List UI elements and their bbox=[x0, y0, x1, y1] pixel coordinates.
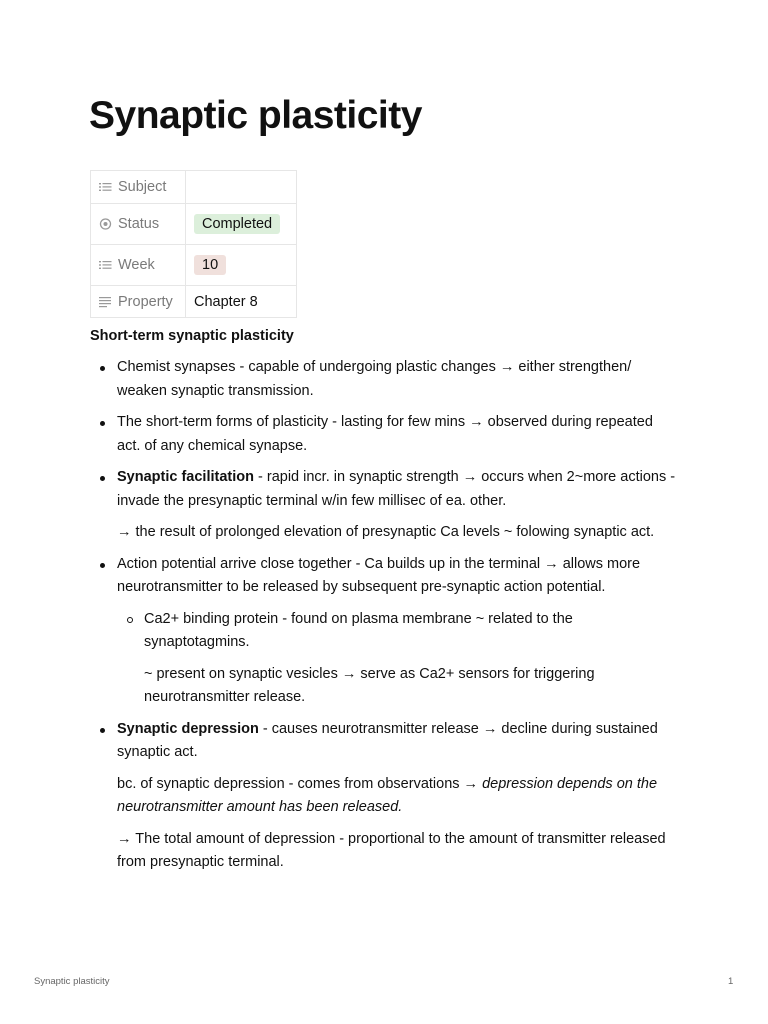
bullet-note: → The total amount of depression - proportional to the amount of transmitter released from presynaptic terminal. bbox=[117, 830, 666, 870]
status-badge: Completed bbox=[194, 214, 280, 234]
term-synaptic-facilitation: Synaptic facilitation bbox=[117, 469, 254, 485]
property-value[interactable] bbox=[186, 171, 297, 204]
property-value[interactable] bbox=[186, 204, 297, 245]
bullet-text bbox=[117, 466, 680, 513]
property-key bbox=[91, 245, 186, 286]
week-badge: 10 bbox=[194, 255, 226, 275]
bullet-note-italic: depression depends on the neurotransmitter amount has been released. bbox=[117, 775, 658, 815]
property-key bbox=[91, 204, 186, 245]
list-item bbox=[90, 356, 680, 403]
bullet-text-rest: - causes neurotransmitter release → decline during sustained synaptic act. bbox=[117, 720, 658, 760]
bullet-note: → the result of prolonged elevation of presynaptic Ca levels ~ folowing synaptic act. bbox=[117, 524, 655, 540]
sub-bullet-note: ~ present on synaptic vesicles → serve as Ca2+ sensors for triggering neurotransmitter release. bbox=[144, 665, 595, 705]
property-row-week bbox=[91, 245, 297, 286]
bullet-text: The short-term forms of plasticity - lasting for few mins → observed during repeated act. of any chemical synapse. bbox=[117, 414, 653, 454]
section-heading: Short-term synaptic plasticity bbox=[90, 328, 294, 344]
property-key-label: Week bbox=[118, 257, 155, 273]
list-item bbox=[90, 553, 680, 710]
list-icon bbox=[99, 180, 112, 193]
list-item bbox=[90, 718, 680, 875]
property-value[interactable]: Chapter 8 bbox=[186, 286, 297, 318]
footer-title: Synaptic plasticity bbox=[34, 976, 110, 987]
bullet-text: Chemist synapses - capable of undergoing plastic changes → either strengthen/ weaken synaptic transmission. bbox=[117, 359, 632, 399]
text-lines-icon bbox=[99, 295, 112, 308]
properties-table bbox=[90, 170, 297, 318]
property-row-property bbox=[91, 286, 297, 318]
property-row-status bbox=[91, 204, 297, 245]
page-content bbox=[90, 326, 680, 883]
property-key bbox=[91, 286, 186, 318]
bullet-text-rest: - rapid incr. in synaptic strength → occurs when 2~more actions - invade the presynaptic terminal w/in few millisec of ea. other. bbox=[117, 469, 676, 509]
property-key-label: Property bbox=[118, 293, 173, 310]
bullet-text bbox=[117, 718, 680, 765]
bullet-note bbox=[117, 773, 680, 820]
bullet-note-plain: bc. of synaptic depression - comes from observations → bbox=[117, 775, 483, 792]
status-icon bbox=[99, 217, 112, 230]
bullet-text: Action potential arrive close together - Ca builds up in the terminal → allows more neurotransmitter to be released by subsequent pre-synaptic action potential. bbox=[117, 555, 641, 595]
property-value[interactable] bbox=[186, 245, 297, 286]
bullet-list bbox=[90, 356, 680, 875]
property-row-subject bbox=[91, 171, 297, 204]
page-title: Synaptic plasticity bbox=[89, 94, 422, 137]
property-key-label: Status bbox=[118, 216, 160, 232]
sub-bullet-text: Ca2+ binding protein - found on plasma membrane ~ related to the synaptotagmins. bbox=[144, 610, 573, 650]
list-item bbox=[90, 411, 680, 458]
page-number: 1 bbox=[728, 976, 734, 987]
property-key bbox=[91, 171, 186, 204]
list-icon bbox=[99, 258, 112, 271]
term-synaptic-depression: Synaptic depression bbox=[117, 720, 259, 737]
list-item bbox=[90, 466, 680, 545]
sub-list bbox=[117, 608, 680, 710]
property-key-label: Subject bbox=[118, 179, 167, 195]
sub-list-item bbox=[117, 608, 680, 710]
